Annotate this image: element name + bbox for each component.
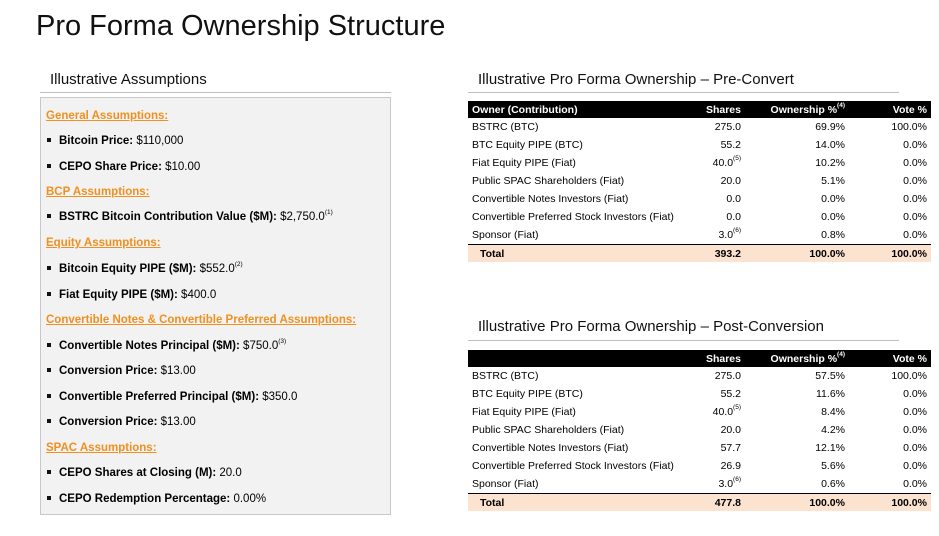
post-conversion-table — [468, 350, 931, 511]
table-cell: 69.9% — [815, 121, 845, 133]
table-cell: 10.2% — [815, 157, 845, 169]
table-cell: 0.0% — [903, 139, 927, 151]
table-row — [468, 226, 931, 245]
table-row — [468, 367, 931, 385]
table-cell: BTC Equity PIPE (BTC) — [472, 139, 583, 151]
assumption-item — [46, 263, 243, 275]
table-cell: 100.0% — [891, 121, 927, 133]
assumption-item — [46, 161, 200, 173]
table-cell: Sponsor (Fiat) — [472, 229, 539, 241]
assumption-label: BSTRC Bitcoin Contribution Value ($M): — [59, 211, 277, 223]
assumption-label: Convertible Notes Principal ($M): — [59, 340, 240, 352]
assumption-label: Convertible Preferred Principal ($M): — [59, 391, 260, 403]
table-cell: 0.0% — [821, 211, 845, 223]
page-title: Pro Forma Ownership Structure — [36, 10, 446, 42]
assumption-value: $10.00 — [165, 161, 201, 173]
assumption-value: $400.0 — [181, 289, 217, 301]
table-cell: 0.0% — [903, 193, 927, 205]
table-row — [468, 190, 931, 208]
table-row — [468, 172, 931, 190]
bullet-icon — [47, 266, 51, 270]
post-conversion-divider — [468, 340, 899, 341]
table-cell: 0.0% — [903, 229, 927, 241]
general-assumptions-header: General Assumptions: — [46, 110, 169, 122]
table-cell: 0.0% — [903, 388, 927, 400]
footnote-marker: (5) — [733, 155, 741, 162]
table-cell: 20.0 — [720, 175, 741, 187]
assumption-value: $13.00 — [160, 365, 196, 377]
table-cell: 0.0 — [726, 211, 741, 223]
assumption-item — [46, 391, 297, 403]
table-header-row — [468, 101, 931, 118]
table-cell: 3.0$^{(6)}$ — [718, 227, 741, 241]
table-cell: 11.6% — [816, 388, 845, 400]
table-cell: Convertible Preferred Stock Investors (Fiat) — [472, 460, 674, 472]
table-row — [468, 154, 931, 172]
bullet-icon — [47, 496, 51, 500]
table-row — [468, 475, 931, 494]
assumption-label: Fiat Equity PIPE ($M): — [59, 289, 178, 301]
assumption-value: 20.0 — [219, 467, 242, 479]
table-cell: 100.0% — [849, 494, 931, 512]
table-cell: 393.2 — [685, 245, 745, 263]
table-cell: 0.0% — [903, 157, 927, 169]
footnote-marker: (6) — [733, 476, 741, 483]
table-cell: 55.2 — [720, 139, 741, 151]
table-cell: 100.0% — [745, 245, 849, 263]
table-cell: 100.0% — [849, 245, 931, 263]
table-row — [468, 403, 931, 421]
table-cell: 4.2% — [821, 424, 845, 436]
footnote-marker: (6) — [733, 227, 741, 234]
column-header-vote: Vote % — [849, 101, 931, 118]
assumption-item — [46, 289, 216, 301]
column-header-vote: Vote % — [849, 350, 931, 367]
post-conversion-title: Illustrative Pro Forma Ownership – Post-Conversion — [478, 318, 824, 335]
assumption-label: Conversion Price: — [59, 365, 158, 377]
table-cell: 100.0% — [891, 370, 927, 382]
table-cell: 275.0 — [714, 121, 741, 133]
equity-assumptions-header: Equity Assumptions: — [46, 237, 161, 249]
table-row — [468, 118, 931, 136]
table-cell: 275.0 — [714, 370, 741, 382]
assumptions-panel — [40, 97, 391, 515]
table-row — [468, 385, 931, 403]
table-cell: Total — [468, 494, 685, 512]
column-header-ownership: Ownership %$^{(4)}$ — [745, 101, 849, 118]
table-cell: 100.0% — [745, 494, 849, 512]
assumption-value: $110,000 — [136, 135, 184, 147]
footnote-marker: (1) — [324, 209, 333, 216]
table-cell: Total — [468, 245, 685, 263]
assumption-label: Bitcoin Equity PIPE ($M): — [59, 263, 197, 275]
assumption-value: $13.00 — [160, 416, 196, 428]
table-cell: 477.8 — [685, 494, 745, 512]
table-total-row — [468, 245, 931, 263]
assumption-value: $750.0 — [243, 340, 279, 352]
table-cell: 0.0% — [903, 460, 927, 472]
table-cell: 0.6% — [821, 478, 845, 490]
assumption-value: $2,750.0 — [280, 211, 325, 223]
pre-convert-title: Illustrative Pro Forma Ownership – Pre-Convert — [478, 71, 794, 88]
assumption-item — [46, 365, 196, 377]
bullet-icon — [47, 368, 51, 372]
table-cell: 20.0 — [720, 424, 741, 436]
table-cell: 0.0% — [903, 424, 927, 436]
bcp-assumptions-header: BCP Assumptions: — [46, 186, 150, 198]
assumption-value: $552.0 — [199, 263, 235, 275]
assumption-label: CEPO Shares at Closing (M): — [59, 467, 217, 479]
footnote-marker: (3) — [278, 338, 287, 345]
table-cell: Public SPAC Shareholders (Fiat) — [472, 424, 625, 436]
assumption-item — [46, 467, 242, 479]
table-cell: 0.0% — [821, 193, 845, 205]
table-cell: 14.0% — [815, 139, 845, 151]
table-cell: Fiat Equity PIPE (Fiat) — [472, 406, 576, 418]
table-cell: 5.1% — [821, 175, 845, 187]
table-cell: 0.0 — [726, 193, 741, 205]
table-cell: 0.0% — [903, 478, 927, 490]
table-total-row — [468, 494, 931, 512]
bullet-icon — [47, 419, 51, 423]
table-cell: 0.0% — [903, 211, 927, 223]
table-cell: Convertible Notes Investors (Fiat) — [472, 193, 629, 205]
bullet-icon — [47, 214, 51, 218]
table-cell: BSTRC (BTC) — [472, 121, 539, 133]
assumption-item — [46, 211, 333, 223]
bullet-icon — [47, 343, 51, 347]
bullet-icon — [47, 138, 51, 142]
column-header-shares: Shares — [685, 101, 745, 118]
table-cell: Sponsor (Fiat) — [472, 478, 539, 490]
table-cell: Fiat Equity PIPE (Fiat) — [472, 157, 576, 169]
table-cell: Convertible Notes Investors (Fiat) — [472, 442, 629, 454]
table-cell: 40.0$^{(5)}$ — [712, 404, 741, 418]
spac-assumptions-header: SPAC Assumptions: — [46, 442, 157, 454]
table-row — [468, 208, 931, 226]
footnote-marker: (2) — [234, 261, 243, 268]
assumptions-divider — [40, 92, 391, 93]
table-cell: BSTRC (BTC) — [472, 370, 539, 382]
assumption-value: $350.0 — [262, 391, 298, 403]
assumption-value: 0.00% — [233, 493, 267, 505]
assumption-item — [46, 493, 266, 505]
assumption-label: CEPO Redemption Percentage: — [59, 493, 231, 505]
table-cell: 0.0% — [903, 406, 927, 418]
table-cell: 55.2 — [720, 388, 741, 400]
assumption-item — [46, 135, 183, 147]
table-cell: 8.4% — [821, 406, 845, 418]
table-cell: 40.0$^{(5)}$ — [712, 155, 741, 169]
table-cell: 5.6% — [821, 460, 845, 472]
column-header-owner: Owner (Contribution) — [468, 101, 685, 118]
bullet-icon — [47, 470, 51, 474]
assumption-label: Conversion Price: — [59, 416, 158, 428]
footnote-marker: (4) — [837, 350, 845, 358]
footnote-marker: (5) — [733, 404, 741, 411]
column-header-ownership: Ownership %$^{(4)}$ — [745, 350, 849, 367]
column-header-owner — [468, 350, 685, 367]
assumption-label: Bitcoin Price: — [59, 135, 134, 147]
column-header-shares: Shares — [685, 350, 745, 367]
table-row — [468, 457, 931, 475]
bullet-icon — [47, 394, 51, 398]
table-cell: 12.1% — [815, 442, 845, 454]
table-cell: 0.0% — [903, 442, 927, 454]
table-cell: Public SPAC Shareholders (Fiat) — [472, 175, 625, 187]
table-row — [468, 136, 931, 154]
assumption-item — [46, 416, 196, 428]
pre-convert-divider — [468, 92, 899, 93]
table-cell: 0.0% — [903, 175, 927, 187]
table-cell: 3.0$^{(6)}$ — [718, 476, 741, 490]
table-cell: Convertible Preferred Stock Investors (Fiat) — [472, 211, 674, 223]
convertible-assumptions-header: Convertible Notes & Convertible Preferred Assumptions: — [46, 314, 357, 326]
table-cell: 26.9 — [720, 460, 741, 472]
footnote-marker: (4) — [837, 101, 845, 109]
table-cell: 57.5% — [815, 370, 845, 382]
table-header-row — [468, 350, 931, 367]
pre-convert-table — [468, 101, 931, 262]
table-cell: BTC Equity PIPE (BTC) — [472, 388, 583, 400]
assumption-label: CEPO Share Price: — [59, 161, 162, 173]
bullet-icon — [47, 164, 51, 168]
table-row — [468, 439, 931, 457]
table-cell: 0.8% — [821, 229, 845, 241]
table-cell: 57.7 — [720, 442, 741, 454]
bullet-icon — [47, 292, 51, 296]
table-row — [468, 421, 931, 439]
assumption-item — [46, 340, 286, 352]
assumptions-title: Illustrative Assumptions — [50, 71, 207, 88]
